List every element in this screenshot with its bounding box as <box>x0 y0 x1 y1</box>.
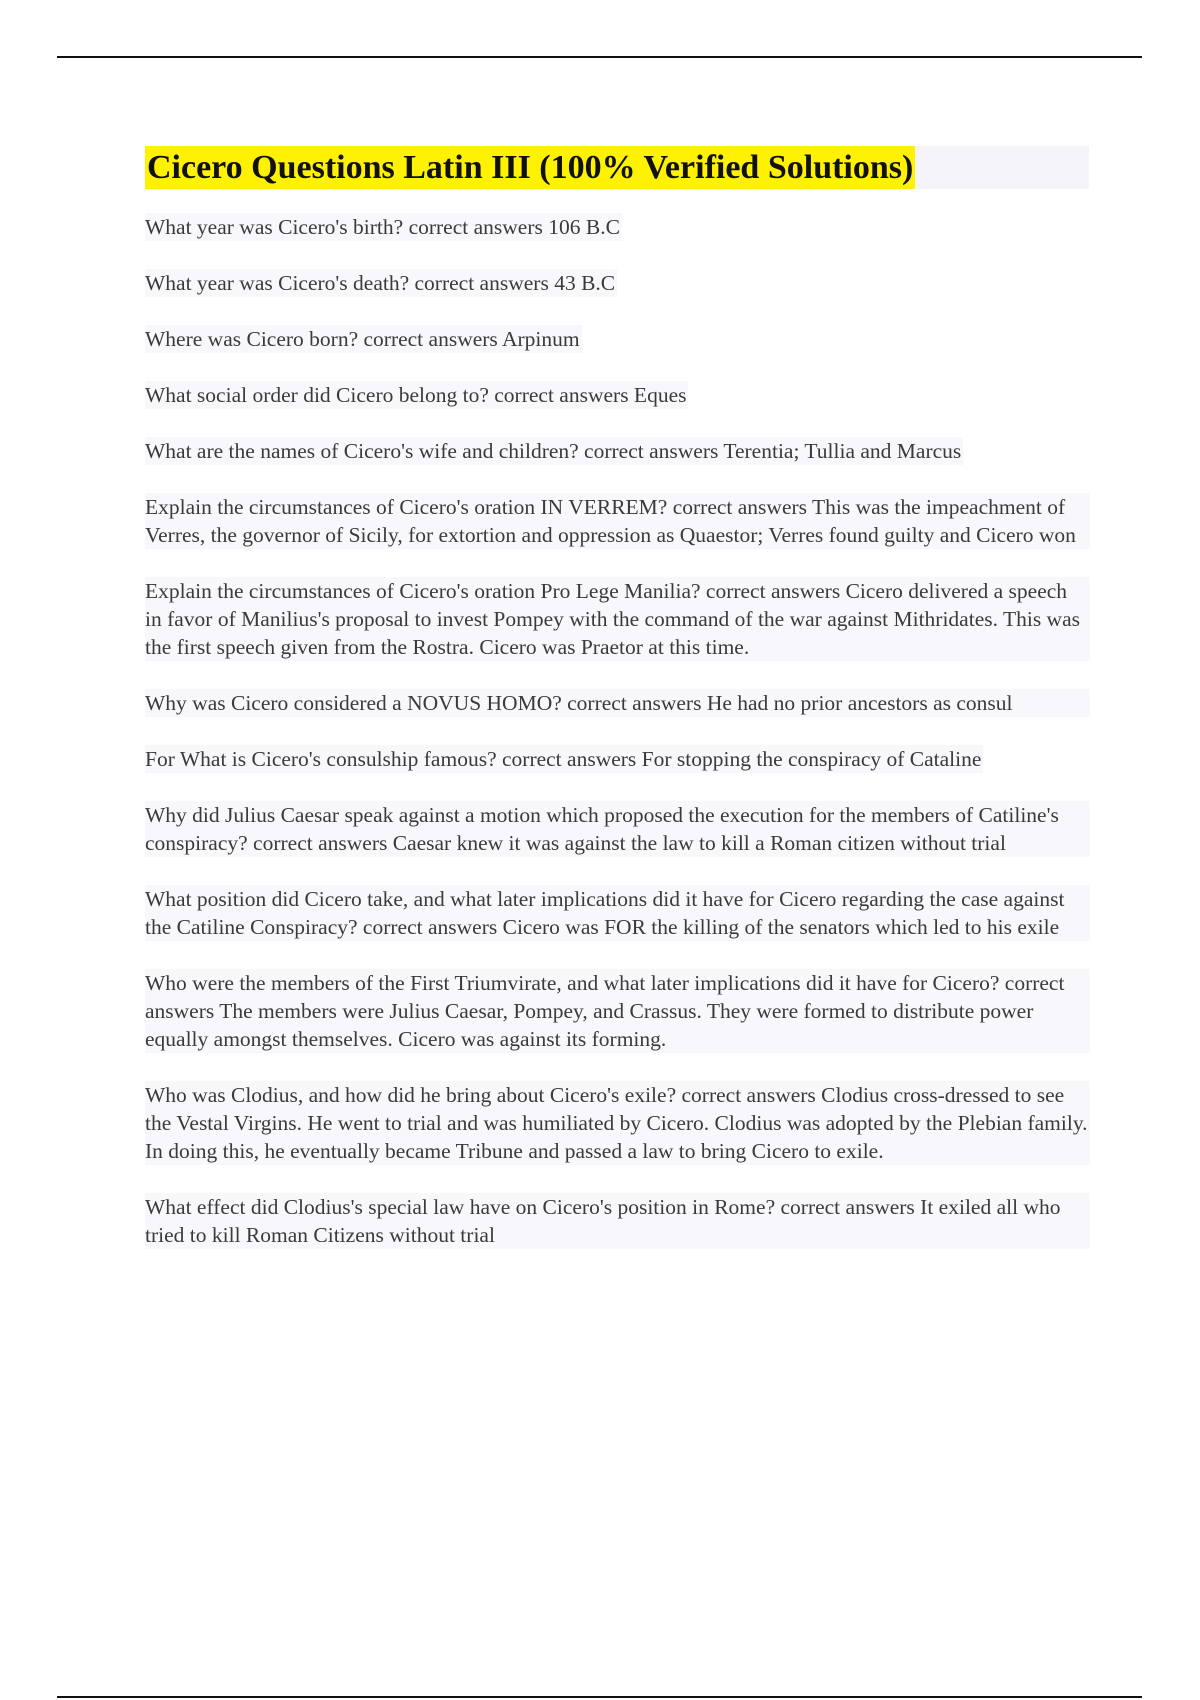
qa-item: What effect did Clodius's special law have on Cicero's position in Rome? correct answers It exiled all who tried to kill Roman Citizens without trial <box>145 1193 1090 1249</box>
qa-item: Explain the circumstances of Cicero's oration IN VERREM? correct answers This was the impeachment of Verres, the governor of Sicily, for extortion and oppression as Quaestor; Verres found guilty and Cicero won <box>145 493 1090 549</box>
qa-item: Who was Clodius, and how did he bring about Cicero's exile? correct answers Clodius cross-dressed to see the Vestal Virgins. He went to trial and was humiliated by Cicero. Clodius was adopted by the Plebian family. In doing this, he eventually became Tribune and passed a law to bring Cicero to exile. <box>145 1081 1090 1165</box>
qa-item: What social order did Cicero belong to? correct answers Eques <box>145 383 687 407</box>
qa-item: Why was Cicero considered a NOVUS HOMO? correct answers He had no prior ancestors as consul <box>145 689 1090 717</box>
qa-item: Why did Julius Caesar speak against a motion which proposed the execution for the members of Catiline's conspiracy? correct answers Caesar knew it was against the law to kill a Roman citizen without trial <box>145 801 1090 857</box>
bottom-rule <box>57 1696 1142 1698</box>
qa-item: What position did Cicero take, and what later implications did it have for Cicero regarding the case against the Catiline Conspiracy? correct answers Cicero was FOR the killing of the senators which led to his exile <box>145 885 1090 941</box>
title-row <box>145 146 1089 189</box>
qa-item: What year was Cicero's death? correct answers 43 B.C <box>145 271 616 295</box>
qa-item: Who were the members of the First Triumvirate, and what later implications did it have for Cicero? correct answers The members were Julius Caesar, Pompey, and Crassus. They were formed to distribute power equally amongst themselves. Cicero was against its forming. <box>145 969 1090 1053</box>
qa-item: What are the names of Cicero's wife and children? correct answers Terentia; Tullia and Marcus <box>145 439 962 463</box>
qa-item: Explain the circumstances of Cicero's oration Pro Lege Manilia? correct answers Cicero delivered a speech in favor of Manilius's proposal to invest Pompey with the command of the war against Mithridates. This was the first speech given from the Rostra. Cicero was Praetor at this time. <box>145 577 1090 661</box>
top-rule <box>57 56 1142 58</box>
document-body <box>145 146 1090 1277</box>
qa-list <box>145 213 1090 1249</box>
qa-item: Where was Cicero born? correct answers Arpinum <box>145 327 580 351</box>
document-title: Cicero Questions Latin III (100% Verified Solutions) <box>145 146 915 189</box>
qa-item: For What is Cicero's consulship famous? correct answers For stopping the conspiracy of Cataline <box>145 747 982 771</box>
qa-item: What year was Cicero's birth? correct answers 106 B.C <box>145 215 620 239</box>
